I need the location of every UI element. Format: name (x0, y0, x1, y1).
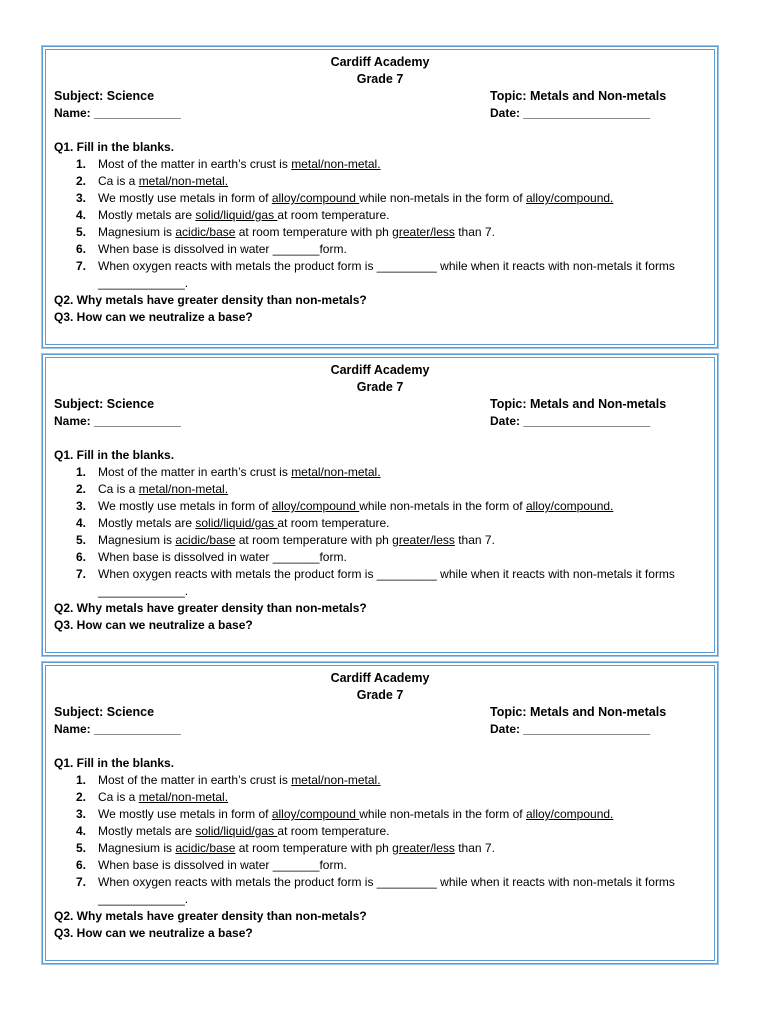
item-text: Ca is a (98, 482, 139, 496)
list-item (76, 481, 706, 498)
item-text: Most of the matter in earth’s crust is (98, 773, 292, 787)
subject-label: Subject: Science (54, 397, 155, 411)
answer-choice: metal/non-metal. (291, 465, 381, 479)
school-name: Cardiff Academy (330, 671, 430, 685)
fill-blanks-list (54, 156, 706, 292)
list-item (76, 840, 706, 857)
list-item (76, 566, 706, 600)
answer-choice: acidic/base (175, 841, 236, 855)
list-item (76, 207, 706, 224)
item-text: while non-metals in the form of (359, 807, 526, 821)
list-item (76, 173, 706, 190)
answer-choice: greater/less (392, 841, 455, 855)
answer-choice: solid/liquid/gas (195, 516, 278, 530)
item-text: at room temperature. (277, 208, 390, 222)
item-number: 1. (76, 465, 87, 479)
question-2: Q2. Why metals have greater density than non-metals? (54, 293, 367, 307)
item-text: at room temperature with ph (235, 533, 393, 547)
subject-topic-row (54, 396, 706, 413)
subject-label: Subject: Science (54, 89, 155, 103)
list-item (76, 532, 706, 549)
item-text: When base is dissolved in water _______form. (98, 242, 347, 256)
question-3: Q3. How can we neutralize a base? (54, 310, 253, 324)
item-text: Ca is a (98, 174, 139, 188)
item-text: Magnesium is (98, 533, 176, 547)
item-text: Magnesium is (98, 841, 176, 855)
item-number: 6. (76, 858, 87, 872)
list-item (76, 498, 706, 515)
date-field: Date: ___________________ (489, 722, 651, 736)
spacer (54, 430, 706, 447)
spacer (54, 738, 706, 755)
date-field: Date: ___________________ (489, 414, 651, 428)
item-text: When base is dissolved in water _______form. (98, 858, 347, 872)
school-name: Cardiff Academy (330, 55, 430, 69)
item-number: 3. (76, 499, 87, 513)
subject-topic-row (54, 88, 706, 105)
item-number: 3. (76, 191, 87, 205)
worksheet-section (42, 662, 718, 964)
list-item (76, 857, 706, 874)
name-date-row (54, 413, 706, 430)
list-item (76, 789, 706, 806)
topic-label: Topic: Metals and Non-metals (489, 89, 667, 103)
item-text: When oxygen reacts with metals the product form is _________ while when it reacts with non-metals it forms _____________. (98, 259, 675, 290)
item-text: than 7. (454, 533, 495, 547)
item-text: Mostly metals are (98, 516, 196, 530)
name-field: Name: _____________ (54, 722, 181, 736)
answer-choice: acidic/base (175, 533, 236, 547)
item-text: We mostly use metals in form of (98, 499, 272, 513)
name-date-row (54, 105, 706, 122)
answer-choice: greater/less (392, 533, 455, 547)
item-number: 5. (76, 841, 87, 855)
item-text: Mostly metals are (98, 824, 196, 838)
subject-topic-row (54, 704, 706, 721)
item-number: 6. (76, 242, 87, 256)
spacer (54, 122, 706, 139)
answer-choice: alloy/compound (271, 807, 360, 821)
item-number: 7. (76, 875, 87, 889)
list-item (76, 806, 706, 823)
item-number: 7. (76, 259, 87, 273)
name-field: Name: _____________ (54, 106, 181, 120)
list-item (76, 823, 706, 840)
item-number: 1. (76, 773, 87, 787)
question-2: Q2. Why metals have greater density than non-metals? (54, 601, 367, 615)
item-text: Ca is a (98, 790, 139, 804)
answer-choice: metal/non-metal. (138, 174, 229, 188)
list-item (76, 549, 706, 566)
list-item (76, 224, 706, 241)
grade-label: Grade 7 (356, 380, 404, 394)
item-text: When oxygen reacts with metals the product form is _________ while when it reacts with non-metals it forms _____________. (98, 875, 675, 906)
item-number: 6. (76, 550, 87, 564)
list-item (76, 464, 706, 481)
item-text: while non-metals in the form of (359, 191, 526, 205)
item-text: than 7. (454, 225, 495, 239)
date-field: Date: ___________________ (489, 106, 651, 120)
item-text: Magnesium is (98, 225, 176, 239)
answer-choice: solid/liquid/gas (195, 208, 278, 222)
worksheet-section (42, 46, 718, 348)
fill-blanks-list (54, 464, 706, 600)
item-number: 4. (76, 516, 87, 530)
school-name: Cardiff Academy (330, 363, 430, 377)
question-3: Q3. How can we neutralize a base? (54, 618, 253, 632)
answer-choice: alloy/compound. (525, 499, 614, 513)
grade-label: Grade 7 (356, 72, 404, 86)
answer-choice: acidic/base (175, 225, 236, 239)
answer-choice: alloy/compound (271, 499, 360, 513)
item-text: Most of the matter in earth’s crust is (98, 157, 292, 171)
question-1-heading: Q1. Fill in the blanks. (54, 140, 175, 154)
topic-label: Topic: Metals and Non-metals (489, 397, 667, 411)
answer-choice: metal/non-metal. (138, 790, 229, 804)
name-field: Name: _____________ (54, 414, 181, 428)
item-text: at room temperature. (277, 516, 390, 530)
answer-choice: solid/liquid/gas (195, 824, 278, 838)
list-item (76, 190, 706, 207)
list-item (76, 772, 706, 789)
answer-choice: metal/non-metal. (291, 773, 381, 787)
answer-choice: alloy/compound (271, 191, 360, 205)
list-item (76, 515, 706, 532)
item-text: than 7. (454, 841, 495, 855)
item-text: We mostly use metals in form of (98, 807, 272, 821)
item-text: When oxygen reacts with metals the product form is _________ while when it reacts with non-metals it forms _____________. (98, 567, 675, 598)
item-number: 1. (76, 157, 87, 171)
item-number: 2. (76, 482, 87, 496)
item-text: We mostly use metals in form of (98, 191, 272, 205)
list-item (76, 258, 706, 292)
item-number: 2. (76, 790, 87, 804)
item-number: 4. (76, 824, 87, 838)
item-number: 3. (76, 807, 87, 821)
item-number: 5. (76, 533, 87, 547)
list-item (76, 156, 706, 173)
list-item (76, 241, 706, 258)
fill-blanks-list (54, 772, 706, 908)
answer-choice: metal/non-metal. (138, 482, 229, 496)
question-3: Q3. How can we neutralize a base? (54, 926, 253, 940)
item-number: 2. (76, 174, 87, 188)
item-number: 7. (76, 567, 87, 581)
answer-choice: greater/less (392, 225, 455, 239)
worksheet-section (42, 354, 718, 656)
grade-label: Grade 7 (356, 688, 404, 702)
item-text: at room temperature with ph (235, 225, 393, 239)
item-number: 5. (76, 225, 87, 239)
answer-choice: alloy/compound. (525, 191, 614, 205)
item-text: at room temperature. (277, 824, 390, 838)
question-2: Q2. Why metals have greater density than non-metals? (54, 909, 367, 923)
item-text: Most of the matter in earth’s crust is (98, 465, 292, 479)
topic-label: Topic: Metals and Non-metals (489, 705, 667, 719)
subject-label: Subject: Science (54, 705, 155, 719)
item-number: 4. (76, 208, 87, 222)
item-text: at room temperature with ph (235, 841, 393, 855)
list-item (76, 874, 706, 908)
answer-choice: metal/non-metal. (291, 157, 381, 171)
item-text: Mostly metals are (98, 208, 196, 222)
answer-choice: alloy/compound. (525, 807, 614, 821)
item-text: When base is dissolved in water _______form. (98, 550, 347, 564)
item-text: while non-metals in the form of (359, 499, 526, 513)
question-1-heading: Q1. Fill in the blanks. (54, 756, 175, 770)
name-date-row (54, 721, 706, 738)
question-1-heading: Q1. Fill in the blanks. (54, 448, 175, 462)
